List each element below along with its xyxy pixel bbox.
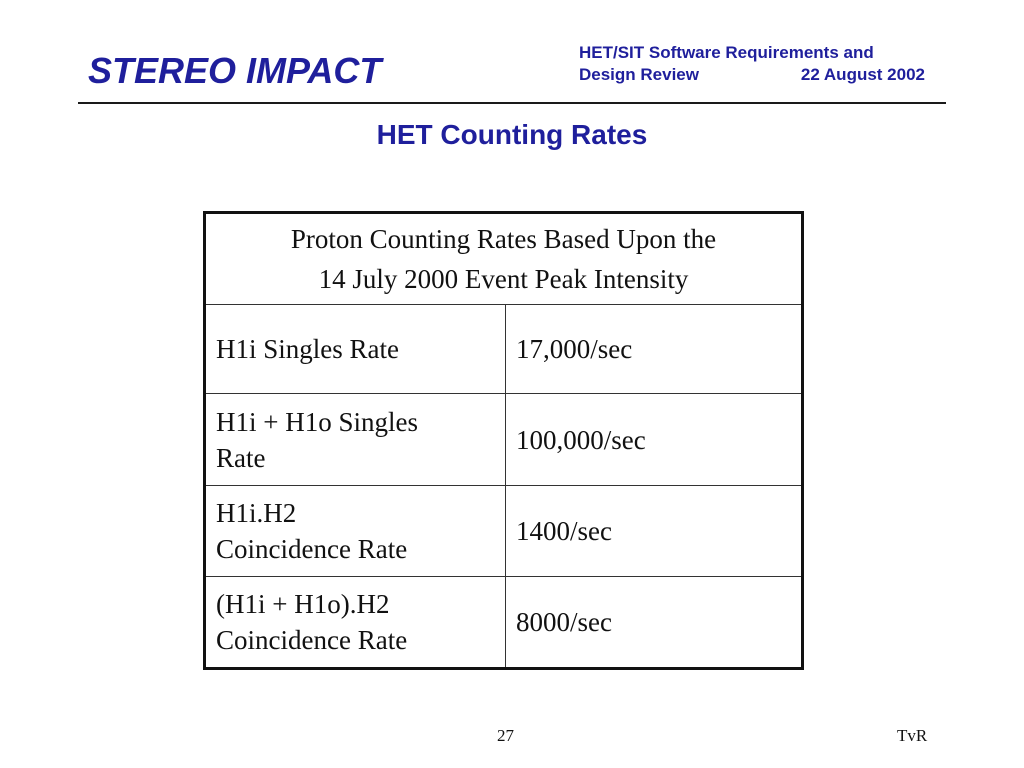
review-title-line2-text: Design Review [579, 65, 699, 84]
rate-label-line1: (H1i + H1o).H2 [216, 589, 390, 619]
rate-value-cell: 100,000/sec [506, 394, 803, 486]
rate-label-cell [205, 394, 506, 486]
table-row [205, 305, 803, 394]
table-header-row [205, 213, 803, 305]
rate-label-cell [205, 577, 506, 669]
rate-value-cell: 1400/sec [506, 486, 803, 577]
review-title-line2 [579, 64, 925, 86]
rate-label-cell [205, 305, 506, 394]
review-date: 22 August 2002 [800, 65, 925, 84]
page-number: 27 [497, 726, 514, 745]
rate-label-cell [205, 486, 506, 577]
table-header-line2: 14 July 2000 Event Peak Intensity [318, 264, 689, 294]
rate-label-line1: H1i + H1o Singles [216, 406, 418, 437]
rate-label-line1: H1i Singles Rate [216, 334, 399, 364]
logo-text: STEREO IMPACT [88, 50, 382, 91]
rate-label-line2: Rate [216, 442, 266, 473]
author-initials: TvR [897, 726, 928, 745]
rate-label-line2: Coincidence Rate [216, 534, 408, 564]
table-row [205, 394, 803, 486]
review-title-line1: HET/SIT Software Requirements and [579, 43, 874, 62]
table-header-cell [205, 213, 803, 305]
review-info [579, 42, 925, 86]
rate-value-cell: 8000/sec [506, 577, 803, 669]
table-header-line1: Proton Counting Rates Based Upon the [290, 224, 717, 254]
rate-value-cell: 17,000/sec [506, 305, 803, 394]
rate-label-line1: H1i.H2 [216, 498, 297, 528]
slide-title: HET Counting Rates [376, 119, 648, 150]
header-divider [78, 102, 946, 104]
table-row [205, 577, 803, 669]
counting-rates-table [203, 211, 804, 670]
table-row [205, 486, 803, 577]
rate-label-line2: Coincidence Rate [216, 625, 408, 655]
